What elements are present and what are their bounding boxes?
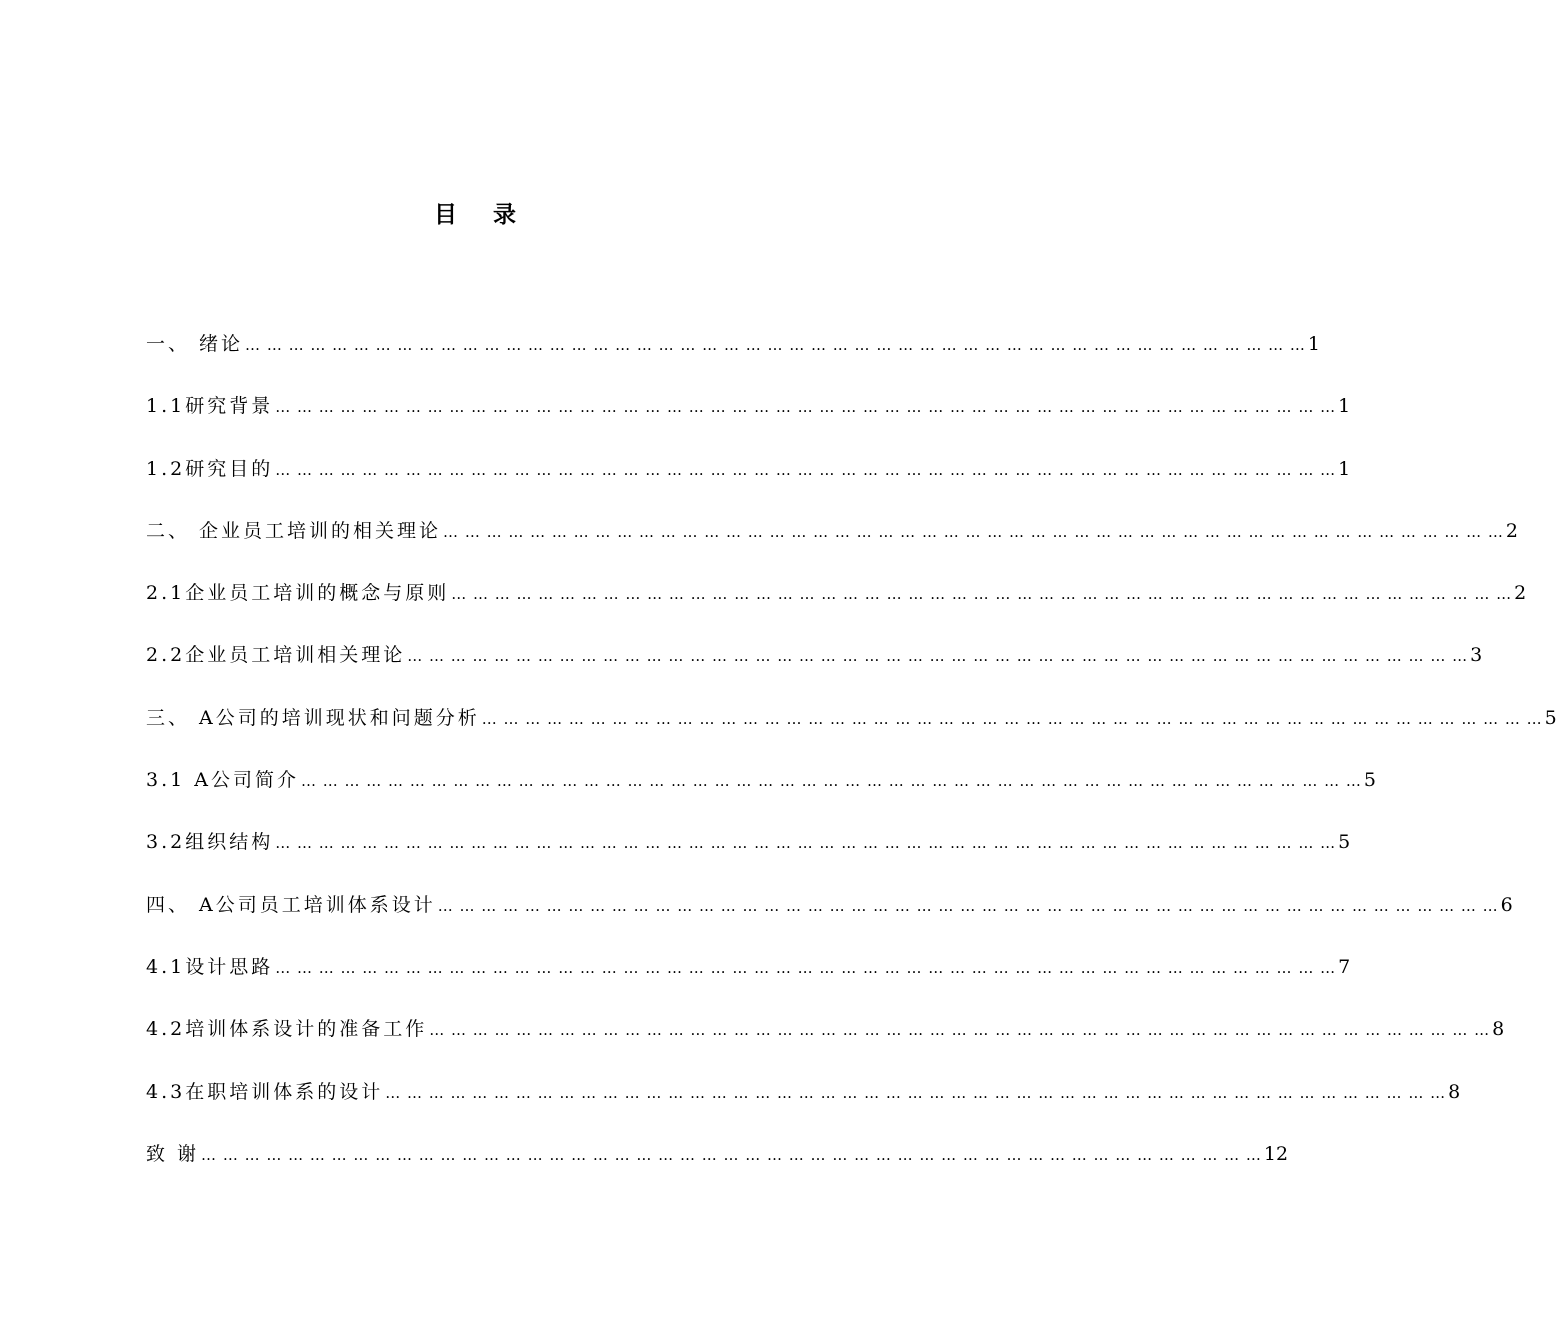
toc-entry-label: 4.2培训体系设计的准备工作: [146, 1018, 428, 1041]
toc-entry[interactable]: [146, 637, 1483, 699]
toc-leader-dots: … … … … … … … … … … … … … … … … … … … … … … … … … … … … … … … … … … … … … … … … … … … … … … … … …: [407, 647, 1469, 666]
toc-entry-label: 1.1研究背景: [146, 395, 274, 418]
toc-leader-dots: … … … … … … … … … … … … … … … … … … … … … … … … … … … … … … … … … … … … … … … … … … … … … … … … …: [443, 522, 1504, 541]
toc-leader-dots: … … … … … … … … … … … … … … … … … … … … … … … … … … … … … … … … … … … … … … … … … … … … … … … … …: [451, 585, 1513, 604]
toc-entry[interactable]: [146, 1074, 1461, 1136]
toc-entry[interactable]: [146, 513, 1519, 575]
toc-entry-label: 3.2组织结构: [146, 831, 274, 854]
toc-entry-page: 12: [1263, 1142, 1289, 1165]
toc-leader-dots: … … … … … … … … … … … … … … … … … … … … … … … … … … … … … … … … … … … … … … … … … … … … … … … … …: [429, 1021, 1491, 1040]
toc-leader-dots: … … … … … … … … … … … … … … … … … … … … … … … … … … … … … … … … … … … … … … … … … … … … … … … … …: [437, 896, 1499, 915]
toc-entry-page: 5: [1544, 706, 1557, 729]
toc-entry[interactable]: [146, 949, 1351, 1011]
toc-leader-dots: … … … … … … … … … … … … … … … … … … … … … … … … … … … … … … … … … … … … … … … … … … … … … … … … …: [201, 1145, 1262, 1164]
toc-leader-dots: … … … … … … … … … … … … … … … … … … … … … … … … … … … … … … … … … … … … … … … … … … … … … … … … …: [481, 709, 1543, 728]
toc-entry-label: 4.1设计思路: [146, 955, 274, 978]
toc-entry-page: 1: [1338, 457, 1351, 480]
toc-entry-page: 7: [1338, 955, 1351, 978]
page-title: 目 录: [433, 202, 530, 228]
toc-entry-page: 6: [1500, 893, 1513, 916]
toc-leader-dots: … … … … … … … … … … … … … … … … … … … … … … … … … … … … … … … … … … … … … … … … … … … … … … … … …: [275, 398, 1337, 417]
toc-entry[interactable]: [146, 1011, 1505, 1073]
toc-leader-dots: … … … … … … … … … … … … … … … … … … … … … … … … … … … … … … … … … … … … … … … … … … … … … … … … …: [275, 834, 1337, 853]
toc-entry-page: 8: [1448, 1080, 1461, 1103]
toc-leader-dots: … … … … … … … … … … … … … … … … … … … … … … … … … … … … … … … … … … … … … … … … … … … … … … … … …: [300, 772, 1362, 791]
toc-entry-label: 三、 A公司的培训现状和问题分析: [146, 706, 480, 729]
toc-entry-label: 3.1 A公司简介: [146, 769, 299, 792]
toc-entry-label: 二、 企业员工培训的相关理论: [146, 519, 442, 542]
toc-entry-page: 2: [1514, 582, 1527, 605]
toc-entry[interactable]: [146, 388, 1351, 450]
toc-entry[interactable]: [146, 575, 1527, 637]
toc-entry-page: 2: [1505, 519, 1519, 542]
toc-leader-dots: … … … … … … … … … … … … … … … … … … … … … … … … … … … … … … … … … … … … … … … … … … … … … … … … …: [275, 958, 1337, 977]
toc-entry-page: 8: [1492, 1018, 1505, 1041]
toc-entry-label: 致 谢: [146, 1142, 200, 1165]
toc-entry[interactable]: [146, 762, 1376, 824]
toc-entry-page: 5: [1338, 831, 1351, 854]
toc-entry-page: 1: [1338, 395, 1351, 418]
toc-entry[interactable]: [146, 451, 1351, 513]
toc-entry-page: 3: [1470, 644, 1483, 667]
toc-entry-page: 1: [1307, 333, 1321, 355]
table-of-contents: [146, 326, 1557, 1198]
toc-entry[interactable]: [146, 326, 1321, 388]
toc-entry-page: 5: [1363, 769, 1376, 792]
toc-entry-label: 四、 A公司员工培训体系设计: [146, 893, 436, 916]
toc-entry-label: 4.3在职培训体系的设计: [146, 1080, 384, 1103]
toc-entry[interactable]: [146, 887, 1513, 949]
toc-entry[interactable]: [146, 700, 1557, 762]
toc-entry-label: 1.2研究目的: [146, 457, 274, 480]
toc-entry[interactable]: [146, 1136, 1289, 1198]
toc-entry-label: 2.2企业员工培训相关理论: [146, 644, 406, 667]
toc-leader-dots: … … … … … … … … … … … … … … … … … … … … … … … … … … … … … … … … … … … … … … … … … … … … … … … … …: [245, 336, 1306, 354]
toc-entry-label: 一、 绪论: [146, 333, 244, 355]
toc-entry[interactable]: [146, 824, 1351, 886]
toc-entry-label: 2.1企业员工培训的概念与原则: [146, 582, 450, 605]
toc-leader-dots: … … … … … … … … … … … … … … … … … … … … … … … … … … … … … … … … … … … … … … … … … … … … … … … … …: [385, 1083, 1447, 1102]
toc-leader-dots: … … … … … … … … … … … … … … … … … … … … … … … … … … … … … … … … … … … … … … … … … … … … … … … … …: [275, 460, 1337, 479]
